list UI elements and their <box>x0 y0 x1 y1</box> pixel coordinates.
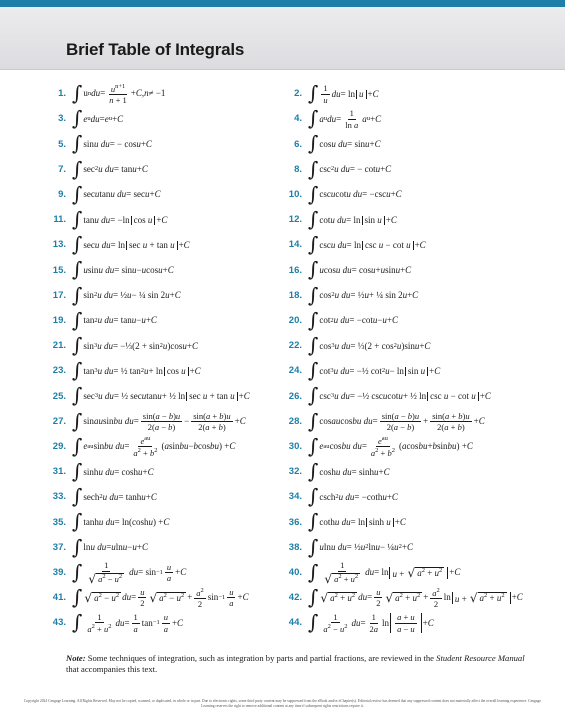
formula-24 <box>280 360 440 382</box>
formula-number: 41. <box>52 592 66 604</box>
formula-number: 14. <box>288 239 302 251</box>
integral-sign: ∫ <box>72 433 83 458</box>
formula-number: 37. <box>52 541 66 553</box>
formula-number: 25. <box>52 390 66 402</box>
formula-number: 43. <box>52 617 66 629</box>
page-title: Brief Table of Integrals <box>66 40 245 59</box>
formula-number: 12. <box>288 214 302 226</box>
formula-expression: e u du = e u + C <box>83 113 124 124</box>
formula-29 <box>44 433 236 459</box>
formula-expression: ln u du = u ln u − u + C <box>83 542 148 553</box>
formula-number: 36. <box>288 516 302 528</box>
top-accent-bar <box>0 0 565 7</box>
formula-expression: tan 2 u du = tan u − u + C <box>83 315 157 326</box>
formula-11 <box>44 209 167 231</box>
integral-sign: ∫ <box>308 559 319 584</box>
formula-expression: u cos u du = cos u + u sin u + C <box>319 264 412 275</box>
formula-35 <box>44 511 169 533</box>
formula-expression: cosh u du = sinh u + C <box>319 466 390 477</box>
formula-number: 6. <box>294 138 302 150</box>
formula-number: 33. <box>52 491 66 503</box>
formula-expression: csc u cot u du = −csc u + C <box>319 189 402 200</box>
formula-number: 20. <box>288 315 302 327</box>
formula-1 <box>44 83 165 105</box>
note-text-1: Some techniques of integration, such as integration by parts and partial fractions, are reviewed in the <box>87 653 434 663</box>
formula-expression: u sin u du = sin u − u cos u + C <box>83 264 174 275</box>
formula-13 <box>44 234 190 256</box>
formula-number: 32. <box>288 466 302 478</box>
integral-sign: ∫ <box>72 585 83 609</box>
integral-sign: ∫ <box>72 610 83 635</box>
formula-expression: u n du = $\frac{u^{n+1}}{n + 1}$ + C , n ≠ −1 <box>83 82 166 105</box>
integral-sign: ∫ <box>72 257 83 282</box>
integral-sign: ∫ <box>72 131 83 156</box>
formula-expression: csc 3 u du = −½ csc u cot u + ½ ln csc u − cot u + C <box>319 390 491 401</box>
formula-number: 29. <box>52 441 66 453</box>
formula-10 <box>280 181 402 206</box>
formula-expression: cos au cos bu du = $\frac{\sin(a - b)u}{2(a - b)}$ + $\frac{\sin(a + b)u}{2(a + b)}$ + C <box>319 410 485 433</box>
formula-2 <box>280 83 379 105</box>
integral-sign: ∫ <box>308 106 319 131</box>
formula-expression: csch 2 u du = −coth u + C <box>319 491 398 502</box>
integral-sign: ∫ <box>308 484 319 509</box>
formula-23 <box>44 360 201 382</box>
formula-number: 40. <box>288 567 302 579</box>
formula-number: 7. <box>58 163 66 175</box>
formula-9 <box>44 181 161 206</box>
integral-sign: ∫ <box>308 459 319 483</box>
integral-sign: ∫ <box>308 131 319 156</box>
integral-sign: ∫ <box>308 383 319 408</box>
integral-sign: ∫ <box>72 534 83 559</box>
formula-expression: $\frac{1}{u}$ du = ln u + C <box>323 83 379 105</box>
formula-43 <box>44 612 183 634</box>
integral-sign: ∫ <box>72 383 83 408</box>
note-italic: Student Resource Manual <box>436 653 525 663</box>
formula-20 <box>280 307 398 332</box>
formula-4 <box>280 108 381 130</box>
formula-expression: cot 2 u du = −cot u − u + C <box>319 315 398 326</box>
formula-number: 16. <box>288 264 302 276</box>
integral-sign: ∫ <box>72 156 83 181</box>
formula-number: 27. <box>52 415 66 427</box>
formula-31 <box>44 461 154 483</box>
formula-expression: csc 2 u du = − cot u + C <box>319 164 392 175</box>
integral-sign: ∫ <box>72 181 83 206</box>
copyright-notice: Copyright 2024 Cengage Learning. All Rights Reserved. May not be copied, scanned, or duplicated, in whole or in part. Due to electronic rights, some third party content may be suppressed from the eBook and/or eChapter(s). Editorial review has deemed that any suppressed content does not materially affect the overall learning experience. Cengage Learning reserves the right to remove additional content at any time if subsequent rights restrictions require it. <box>23 699 542 708</box>
formula-number: 18. <box>288 289 302 301</box>
formula-7 <box>44 156 148 181</box>
formula-33 <box>44 486 157 508</box>
formula-19 <box>44 307 157 332</box>
formula-42 <box>280 587 523 609</box>
formula-16 <box>280 259 411 281</box>
integral-sign: ∫ <box>308 156 319 181</box>
formula-number: 30. <box>288 441 302 453</box>
page-header <box>0 7 565 70</box>
integral-sign: ∫ <box>72 106 83 131</box>
formula-expression: √ $a^2 + u^2$ du = $\frac{u}{2}$ √ $a^2 + u^2$ + $\frac{a^2}{2}$ ln u + √ $a^2 + u^2$ + C <box>320 586 523 609</box>
formula-expression: coth u du = ln sinh u + C <box>319 516 406 527</box>
integral-sign: ∫ <box>308 307 319 332</box>
formula-number: 9. <box>58 189 66 201</box>
integral-sign: ∫ <box>72 207 83 231</box>
formula-number: 31. <box>52 466 66 478</box>
formula-expression: cot u du = ln sin u + C <box>319 214 397 225</box>
formula-number: 38. <box>288 541 302 553</box>
formula-number: 34. <box>288 491 302 503</box>
integral-sign: ∫ <box>72 459 83 483</box>
formula-expression: sin 2 u du = ½ u − ¼ sin 2 u + C <box>83 290 181 301</box>
formula-22 <box>280 335 430 357</box>
formula-expression: sec u du = ln sec u + tan u + C <box>83 239 190 250</box>
formula-37 <box>44 534 148 559</box>
formula-number: 11. <box>53 214 66 226</box>
integral-sign: ∫ <box>308 585 319 609</box>
formula-number: 21. <box>52 340 66 352</box>
formula-3 <box>44 108 123 130</box>
formula-40 <box>280 559 461 586</box>
integral-sign: ∫ <box>308 534 319 559</box>
formula-27 <box>44 408 246 433</box>
formula-25 <box>44 385 250 407</box>
formula-number: 3. <box>58 113 66 125</box>
formula-18 <box>280 282 419 307</box>
note-text-2: that accompanies this text. <box>66 664 158 674</box>
integral-sign: ∫ <box>72 509 83 534</box>
integral-sign: ∫ <box>308 358 319 383</box>
formula-15 <box>44 259 174 281</box>
formula-number: 23. <box>52 365 66 377</box>
formula-44 <box>280 612 434 634</box>
integral-sign: ∫ <box>308 282 319 307</box>
formula-36 <box>280 511 406 533</box>
formula-14 <box>280 234 426 256</box>
formula-26 <box>280 385 491 407</box>
integral-sign: ∫ <box>72 559 83 584</box>
formula-expression: a u du = $\frac{1}{\text{ln a}}$ a u + C <box>319 108 382 130</box>
formula-number: 42. <box>288 592 302 604</box>
formula-number: 17. <box>52 289 66 301</box>
formula-38 <box>280 534 413 559</box>
formula-number: 10. <box>288 189 302 201</box>
integrals-table <box>0 83 565 638</box>
formula-expression: cos u du = sin u + C <box>319 138 381 149</box>
formula-expression: cos 2 u du = ½ u + ¼ sin 2 u + C <box>319 290 419 301</box>
formula-expression: $\frac{1}{a^2 + u^2}$ du = $\frac{1}{a}$ tan −1 $\frac{u}{a}$ + C <box>87 611 184 635</box>
integral-sign: ∫ <box>308 509 319 534</box>
formula-expression: sin u du = − cos u + C <box>83 138 152 149</box>
formula-number: 15. <box>52 264 66 276</box>
formula-expression: tanh u du = ln(cosh u ) + C <box>83 516 170 527</box>
formula-6 <box>280 133 381 155</box>
formula-number: 22. <box>288 340 302 352</box>
integral-sign: ∫ <box>72 358 83 383</box>
formula-expression: csc u du = ln csc u − cot u + C <box>319 239 426 250</box>
formula-number: 8. <box>294 163 302 175</box>
formula-30 <box>280 433 473 459</box>
formula-21 <box>44 335 198 357</box>
formula-39 <box>44 559 187 586</box>
formula-expression: 1 √ $a^2 + u^2$ du = ln u + √ $a^2 + u^2$ + C <box>324 560 461 586</box>
formula-expression: √ $a^2 - u^2$ du = $\frac{u}{2}$ √ $a^2 - u^2$ + $\frac{a^2}{2}$ sin −1 $\frac{u}{a}$ + C <box>84 586 249 609</box>
formula-8 <box>280 156 392 181</box>
formula-number: 1. <box>58 88 66 100</box>
formula-expression: sec 3 u du = ½ sec u tan u + ½ ln sec u + tan u + C <box>83 390 250 401</box>
formula-28 <box>280 408 485 433</box>
integral-sign: ∫ <box>308 81 319 105</box>
formula-number: 26. <box>288 390 302 402</box>
formula-number: 35. <box>52 516 66 528</box>
formula-expression: sin au sin bu du = $\frac{\sin(a - b)u}{2(a - b)}$ − $\frac{\sin(a + b)u}{2(a + b)}$ + C <box>83 410 246 433</box>
formula-number: 19. <box>52 315 66 327</box>
integral-sign: ∫ <box>308 333 319 357</box>
formula-expression: e au cos bu du = $\frac{e^{au}}{a^2 + b^2}$ ( a cos bu + b sin bu ) + C <box>319 434 473 459</box>
formula-expression: tan 3 u du = ½ tan 2 u + ln cos u + C <box>83 365 201 376</box>
integral-sign: ∫ <box>72 408 83 433</box>
formula-34 <box>280 486 398 508</box>
formula-number: 13. <box>52 239 66 251</box>
integral-sign: ∫ <box>72 307 83 332</box>
formula-12 <box>280 209 397 231</box>
formula-number: 28. <box>288 415 302 427</box>
integral-sign: ∫ <box>72 81 83 105</box>
formula-expression: tan u du = −ln cos u + C <box>83 214 168 225</box>
formula-41 <box>44 587 249 609</box>
integral-sign: ∫ <box>308 181 319 206</box>
formula-expression: e au sin bu du = $\frac{e^{au}}{a^2 + b^2}$ ( a sin bu − b cos bu ) + C <box>83 434 236 459</box>
integral-sign: ∫ <box>72 333 83 357</box>
formula-expression: sec 2 u du = tan u + C <box>83 164 148 175</box>
formula-number: 5. <box>58 138 66 150</box>
integral-sign: ∫ <box>308 257 319 282</box>
formula-expression: cot 3 u du = −½ cot 2 u − ln sin u + C <box>319 365 441 376</box>
integral-sign: ∫ <box>308 232 319 257</box>
formula-expression: 1 √ $a^2 - u^2$ du = sin −1 $\frac{u}{a}$ + C <box>88 560 187 586</box>
integral-sign: ∫ <box>308 408 319 433</box>
integral-sign: ∫ <box>72 282 83 307</box>
integral-sign: ∫ <box>308 610 319 635</box>
formula-expression: sec u tan u du = sec u + C <box>83 189 161 200</box>
formula-expression: sinh u du = cosh u + C <box>83 466 154 477</box>
note <box>66 653 536 675</box>
integral-sign: ∫ <box>308 433 319 458</box>
formula-number: 4. <box>294 113 302 125</box>
formula-number: 24. <box>288 365 302 377</box>
formula-expression: cos 3 u du = ⅓(2 + cos 2 u )sin u + C <box>319 340 431 351</box>
integral-sign: ∫ <box>72 232 83 257</box>
integral-sign: ∫ <box>308 207 319 231</box>
formula-number: 2. <box>294 88 302 100</box>
formula-32 <box>280 461 390 483</box>
formula-5 <box>44 133 152 155</box>
formula-number: 39. <box>52 567 66 579</box>
integral-sign: ∫ <box>72 484 83 509</box>
formula-expression: u ln u du = ½ u 2 ln u − ¼ u 2 + C <box>319 542 413 553</box>
formula-expression: $\frac{1}{a^2 - u^2}$ du = $\frac{1}{2a}$ ln $\frac{a + u}{a - u}$ + C <box>323 611 434 635</box>
formula-17 <box>44 282 181 307</box>
formula-expression: sech 2 u du = tanh u + C <box>83 491 157 502</box>
formula-number: 44. <box>288 617 302 629</box>
note-label: Note: <box>66 653 86 663</box>
formula-expression: sin 3 u du = −⅓(2 + sin 2 u )cos u + C <box>83 340 199 351</box>
